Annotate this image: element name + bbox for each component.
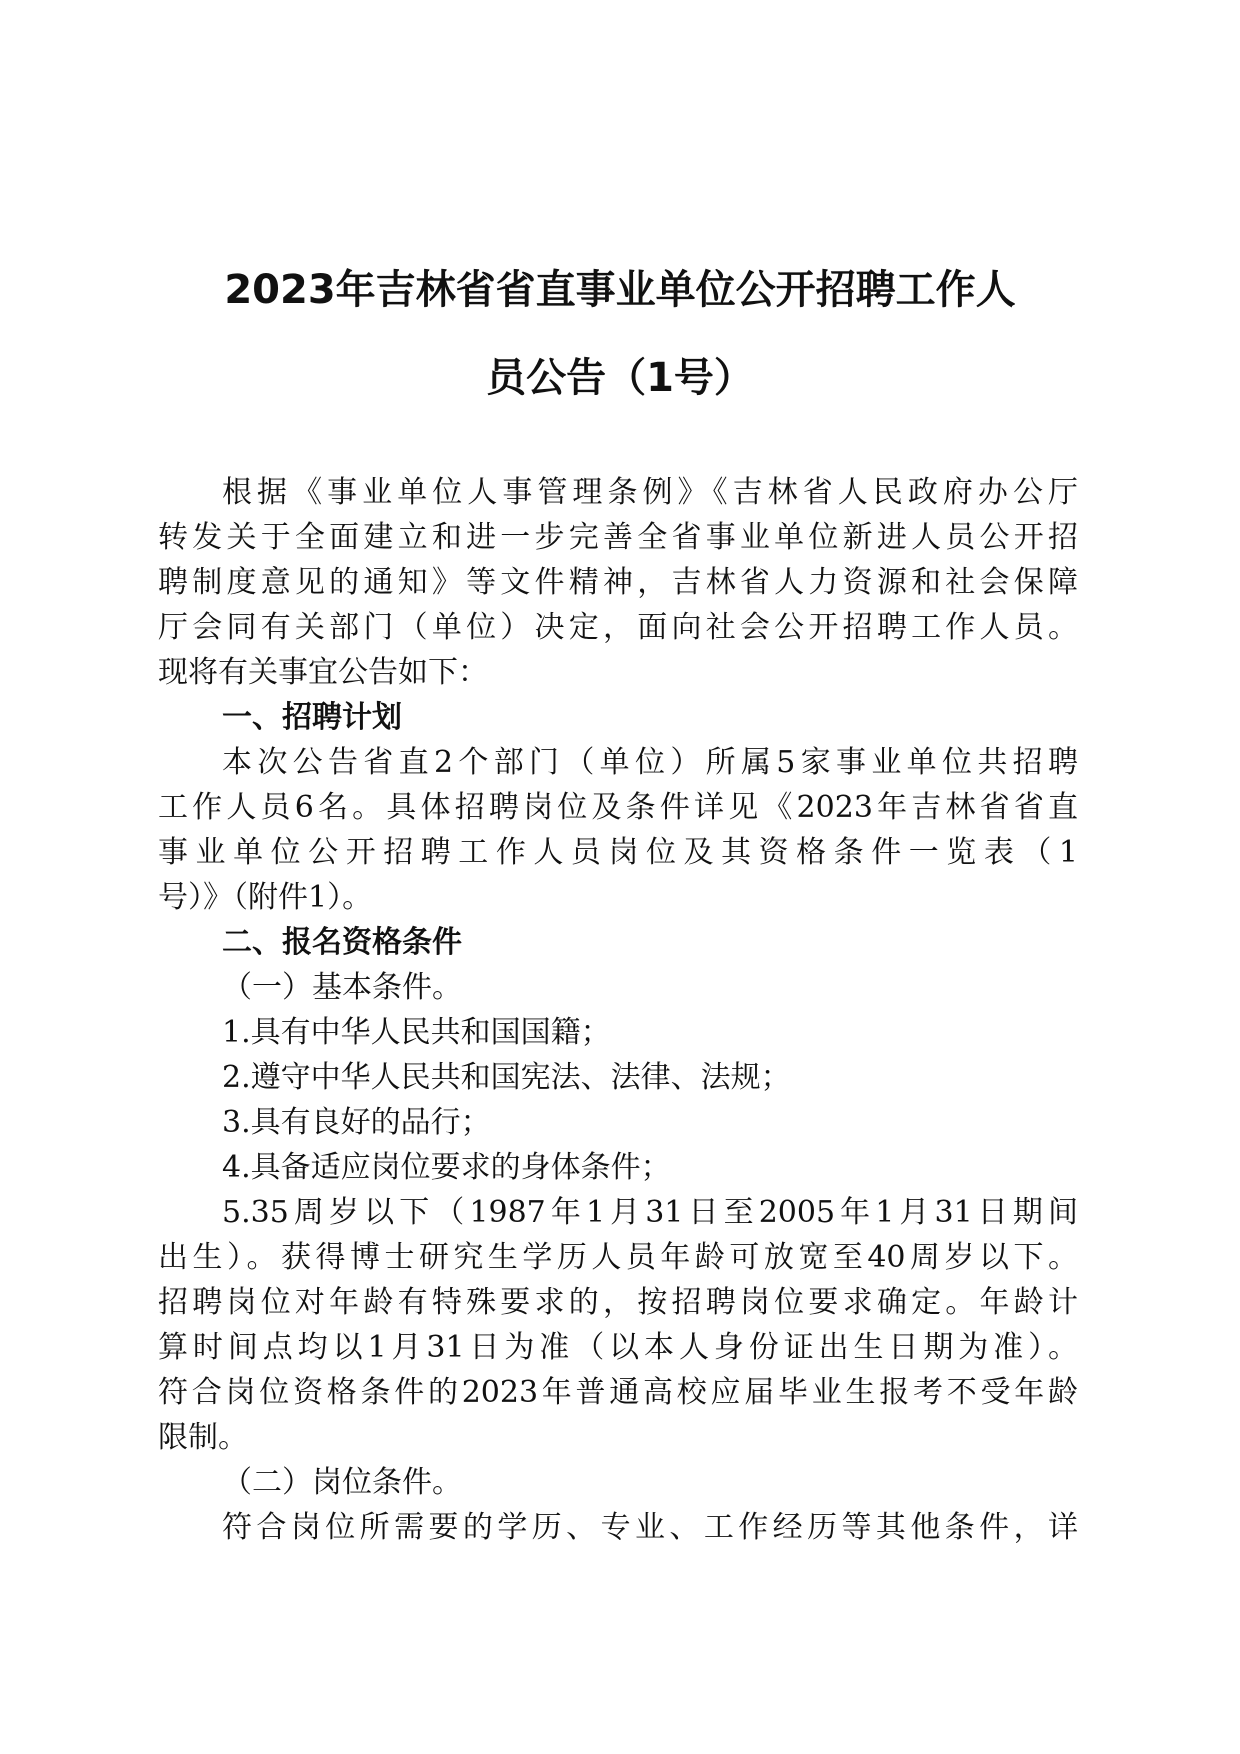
list-item: 1.具有中华人民共和国国籍； bbox=[222, 1015, 611, 1050]
section-heading-eligibility: 二、报名资格条件 bbox=[222, 925, 462, 960]
text-line: 符合岗位资格条件的2023年普通高校应届毕业生报考不受年龄 bbox=[158, 1375, 1078, 1410]
list-item: 3.具有良好的品行； bbox=[222, 1105, 491, 1140]
text-line: 招聘岗位对年龄有特殊要求的，按招聘岗位要求确定。年龄计 bbox=[158, 1285, 1078, 1320]
text-line: 聘制度意见的通知》等文件精神，吉林省人力资源和社会保障 bbox=[158, 565, 1078, 600]
text-line: 算时间点均以1月31日为准（以本人身份证出生日期为准）。 bbox=[158, 1330, 1078, 1365]
paragraph-recruitment-plan bbox=[158, 740, 1078, 920]
list-item: 2.遵守中华人民共和国宪法、法律、法规； bbox=[222, 1060, 791, 1095]
text-line: 5.35周岁以下（1987年1月31日至2005年1月31日期间 bbox=[222, 1195, 1078, 1230]
document-title-line-1: 2023年吉林省省直事业单位公开招聘工作人 bbox=[224, 267, 1016, 313]
paragraph-preamble bbox=[158, 470, 1078, 695]
text-line: 工作人员6名。具体招聘岗位及条件详见《2023年吉林省省直 bbox=[158, 790, 1078, 825]
subheading-position-conditions: （二）岗位条件。 bbox=[222, 1465, 462, 1500]
text-line: 厅会同有关部门（单位）决定，面向社会公开招聘工作人员。 bbox=[158, 610, 1078, 645]
text-line: 号）》（附件1）。 bbox=[158, 880, 373, 915]
list-item: 4.具备适应岗位要求的身体条件； bbox=[222, 1150, 671, 1185]
text-line: 本次公告省直2个部门（单位）所属5家事业单位共招聘 bbox=[222, 745, 1078, 780]
text-line: 转发关于全面建立和进一步完善全省事业单位新进人员公开招 bbox=[158, 520, 1078, 555]
text-line: 现将有关事宜公告如下： bbox=[158, 655, 488, 690]
text-line: 根据《事业单位人事管理条例》《吉林省人民政府办公厅 bbox=[222, 475, 1078, 510]
text-line: 事业单位公开招聘工作人员岗位及其资格条件一览表（1 bbox=[158, 835, 1078, 870]
text-line: 出生）。获得博士研究生学历人员年龄可放宽至40周岁以下。 bbox=[158, 1240, 1078, 1275]
document-body bbox=[158, 470, 1078, 1550]
text-line: 符合岗位所需要的学历、专业、工作经历等其他条件，详 bbox=[222, 1510, 1078, 1545]
document-title-line-2: 员公告（1号） bbox=[486, 355, 754, 401]
subheading-basic-conditions: （一）基本条件。 bbox=[222, 970, 462, 1005]
text-line: 限制。 bbox=[158, 1420, 248, 1455]
list-item-age-requirement bbox=[158, 1190, 1078, 1460]
section-heading-recruitment-plan: 一、招聘计划 bbox=[222, 700, 402, 735]
